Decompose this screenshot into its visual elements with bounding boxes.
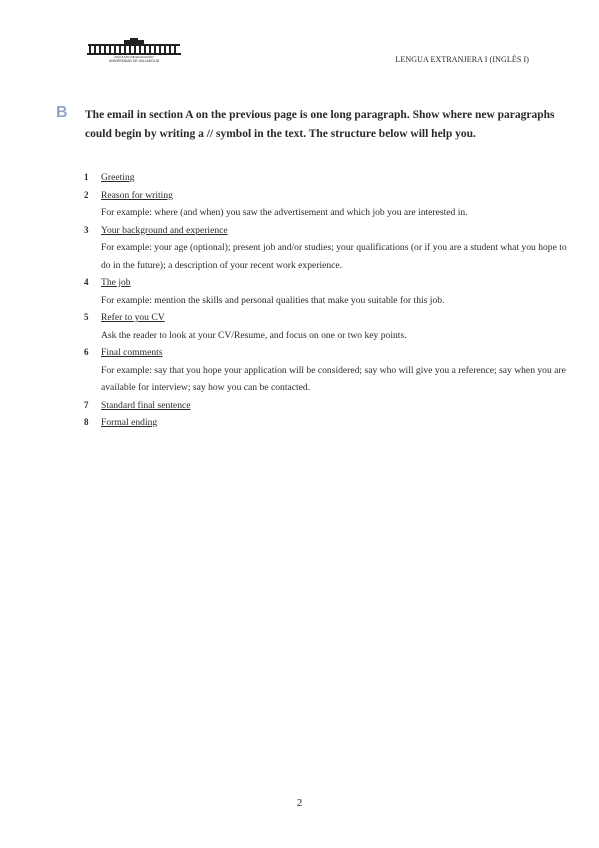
page-number: 2 [296, 797, 303, 809]
item-detail: For example: where (and when) you saw the advertisement and which job you are interested in. [101, 207, 468, 218]
list-item [84, 187, 574, 222]
structure-list [84, 169, 574, 432]
course-title: LENGUA EXTRANJERA I (INGLÉS I) [395, 55, 529, 64]
item-number: 7 [84, 399, 89, 410]
list-item [84, 169, 574, 187]
item-label: Reason for writing [101, 189, 173, 201]
svg-text:FACULTAD DE EDUCACIÓN: FACULTAD DE EDUCACIÓN [114, 55, 154, 59]
list-item [84, 397, 574, 415]
list-item [84, 344, 574, 397]
item-label: Standard final sentence [101, 399, 191, 411]
item-label: Your background and experience [101, 224, 228, 236]
svg-text:UNIVERSIDAD DE VALLADOLID: UNIVERSIDAD DE VALLADOLID [108, 59, 160, 62]
list-item [84, 414, 574, 432]
item-label: Refer to you CV [101, 312, 165, 323]
item-number: 6 [84, 347, 89, 357]
item-detail: Ask the reader to look at your CV/Resume, and focus on one or two key points. [101, 329, 407, 341]
item-number: 4 [84, 277, 89, 287]
item-number: 5 [84, 312, 89, 322]
item-detail: For example: your age (optional); present job and/or studies; your qualifications (or if you are a student what you hope to do in the future); a description of your recent work experience. [101, 242, 567, 271]
item-label: Greeting [101, 172, 135, 183]
item-number: 3 [84, 224, 89, 235]
list-item [84, 309, 574, 344]
university-logo [86, 38, 182, 62]
item-label: Final comments [101, 347, 163, 358]
building-emblem-icon [86, 38, 182, 62]
list-item [84, 222, 574, 275]
section-instruction: The email in section A on the previous page is one long paragraph. Show where new paragraphs could begin by writing a // symbol in the text. The structure below will help you. [85, 109, 555, 140]
item-detail: For example: mention the skills and personal qualities that make you suitable for this job. [101, 294, 445, 306]
item-detail: For example: say that you hope your application will be considered; say who will give you a reference; say when you are available for interview; say how you can be contacted. [101, 364, 566, 393]
item-number: 8 [84, 417, 89, 427]
section-letter: B [56, 104, 68, 121]
item-label: Formal ending [101, 417, 158, 428]
list-item [84, 274, 574, 309]
item-number: 1 [84, 172, 89, 182]
item-number: 2 [84, 189, 89, 200]
item-label: The job [101, 277, 131, 288]
